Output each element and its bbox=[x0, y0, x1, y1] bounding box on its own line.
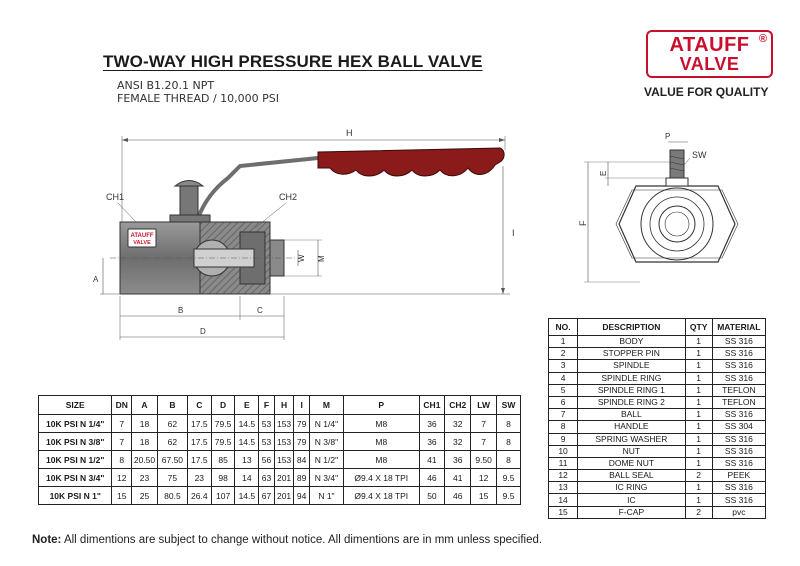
col-header-ch2: CH2 bbox=[445, 396, 471, 415]
dim-label-e: E bbox=[599, 170, 608, 176]
dim-label-b: B bbox=[178, 306, 184, 315]
parts-row bbox=[549, 482, 766, 494]
dimensions-table bbox=[38, 395, 521, 505]
col-header-p: P bbox=[344, 396, 420, 415]
page-title: TWO-WAY HIGH PRESSURE HEX BALL VALVE bbox=[103, 52, 483, 71]
parts-table bbox=[548, 318, 766, 519]
table-cell: 9.5 bbox=[497, 469, 521, 487]
part-no: 5 bbox=[549, 384, 578, 396]
dim-label-h: H bbox=[346, 128, 353, 138]
table-cell: 8 bbox=[497, 433, 521, 451]
part-description: HANDLE bbox=[578, 421, 685, 433]
table-cell: M8 bbox=[344, 433, 420, 451]
col-header-description: DESCRIPTION bbox=[578, 319, 685, 336]
table-cell: 79.5 bbox=[211, 415, 235, 433]
part-description: DOME NUT bbox=[578, 457, 685, 469]
part-description: BALL bbox=[578, 409, 685, 421]
part-material: SS 316 bbox=[712, 457, 765, 469]
part-description: BALL SEAL bbox=[578, 470, 685, 482]
part-material: TEFLON bbox=[712, 384, 765, 396]
table-cell: 56 bbox=[259, 451, 275, 469]
part-no: 11 bbox=[549, 457, 578, 469]
part-no: 14 bbox=[549, 494, 578, 506]
part-description: SPINDLE RING 1 bbox=[578, 384, 685, 396]
col-header-f: F bbox=[259, 396, 275, 415]
part-qty: 1 bbox=[685, 372, 712, 384]
part-no: 8 bbox=[549, 421, 578, 433]
parts-row bbox=[549, 506, 766, 518]
part-qty: 1 bbox=[685, 409, 712, 421]
part-description: SPINDLE RING 2 bbox=[578, 396, 685, 408]
part-material: SS 316 bbox=[712, 409, 765, 421]
table-cell: 18 bbox=[132, 433, 158, 451]
table-cell: 10K PSI N 3/8" bbox=[39, 433, 112, 451]
table-cell: 201 bbox=[274, 469, 294, 487]
table-cell: 14.5 bbox=[235, 487, 259, 505]
table-cell: 67 bbox=[259, 487, 275, 505]
part-material: SS 316 bbox=[712, 482, 765, 494]
table-cell: N 1/4" bbox=[309, 415, 343, 433]
table-cell: 7 bbox=[112, 433, 132, 451]
note-label: Note: bbox=[32, 534, 62, 546]
table-cell: 17.5 bbox=[187, 451, 211, 469]
dim-label-i: I bbox=[512, 228, 515, 238]
dim-label-c: C bbox=[257, 306, 263, 315]
dim-label-f: F bbox=[578, 220, 588, 226]
dim-label-w: W bbox=[297, 254, 306, 262]
col-header-lw: LW bbox=[471, 396, 497, 415]
part-qty: 2 bbox=[685, 506, 712, 518]
table-cell: 79 bbox=[294, 433, 310, 451]
table-cell: 153 bbox=[274, 451, 294, 469]
parts-row bbox=[549, 494, 766, 506]
table-cell: N 3/8" bbox=[309, 433, 343, 451]
parts-row bbox=[549, 470, 766, 482]
table-cell: 17.5 bbox=[187, 415, 211, 433]
table-cell: 17.5 bbox=[187, 433, 211, 451]
body-logo-text: ATAUFF bbox=[130, 233, 154, 239]
part-no: 6 bbox=[549, 396, 578, 408]
part-no: 2 bbox=[549, 348, 578, 360]
table-cell: M8 bbox=[344, 451, 420, 469]
parts-row bbox=[549, 336, 766, 348]
table-cell: 36 bbox=[419, 433, 445, 451]
parts-row bbox=[549, 372, 766, 384]
part-no: 7 bbox=[549, 409, 578, 421]
parts-row bbox=[549, 384, 766, 396]
parts-row bbox=[549, 445, 766, 457]
valve-handle bbox=[198, 148, 504, 218]
logo-brand-sub: VALVE bbox=[679, 54, 740, 74]
col-header-c: C bbox=[187, 396, 211, 415]
table-cell: 153 bbox=[274, 415, 294, 433]
table-cell: 14 bbox=[235, 469, 259, 487]
part-material: pvc bbox=[712, 506, 765, 518]
parts-row bbox=[549, 421, 766, 433]
table-cell: M8 bbox=[344, 415, 420, 433]
part-qty: 1 bbox=[685, 348, 712, 360]
part-qty: 2 bbox=[685, 470, 712, 482]
table-cell: 7 bbox=[471, 433, 497, 451]
part-description: SPINDLE RING bbox=[578, 372, 685, 384]
table-cell: 15 bbox=[112, 487, 132, 505]
table-cell: 32 bbox=[445, 415, 471, 433]
dimensions-header-row bbox=[39, 396, 521, 415]
table-cell: 53 bbox=[259, 415, 275, 433]
table-cell: 12 bbox=[112, 469, 132, 487]
table-cell: 46 bbox=[445, 487, 471, 505]
footer-note bbox=[32, 534, 542, 546]
table-cell: 62 bbox=[157, 415, 187, 433]
part-qty: 1 bbox=[685, 482, 712, 494]
part-qty: 1 bbox=[685, 494, 712, 506]
table-cell: 10K PSI N 3/4" bbox=[39, 469, 112, 487]
col-header-qty: QTY bbox=[685, 319, 712, 336]
parts-row bbox=[549, 433, 766, 445]
table-cell: 8 bbox=[497, 415, 521, 433]
table-cell: 94 bbox=[294, 487, 310, 505]
table-cell: 201 bbox=[274, 487, 294, 505]
dim-label-m: M bbox=[317, 255, 326, 262]
part-no: 9 bbox=[549, 433, 578, 445]
table-cell: 67.50 bbox=[157, 451, 187, 469]
parts-row bbox=[549, 360, 766, 372]
part-material: SS 316 bbox=[712, 445, 765, 457]
col-header-dn: DN bbox=[112, 396, 132, 415]
table-cell: 7 bbox=[471, 415, 497, 433]
part-material: SS 316 bbox=[712, 494, 765, 506]
part-qty: 1 bbox=[685, 421, 712, 433]
dim-label-ch1: CH1 bbox=[106, 192, 125, 202]
col-header-size: SIZE bbox=[39, 396, 112, 415]
part-qty: 1 bbox=[685, 336, 712, 348]
part-description: SPRING WASHER bbox=[578, 433, 685, 445]
col-header-material: MATERIAL bbox=[712, 319, 765, 336]
parts-header-row bbox=[549, 319, 766, 336]
part-description: F-CAP bbox=[578, 506, 685, 518]
table-cell: 14.5 bbox=[235, 433, 259, 451]
col-header-a: A bbox=[132, 396, 158, 415]
table-cell: 98 bbox=[211, 469, 235, 487]
table-cell: 89 bbox=[294, 469, 310, 487]
part-no: 13 bbox=[549, 482, 578, 494]
table-cell: 107 bbox=[211, 487, 235, 505]
part-qty: 1 bbox=[685, 396, 712, 408]
note-text: All dimentions are subject to change without notice. All dimentions are in mm unless specified. bbox=[61, 534, 543, 546]
table-row bbox=[39, 415, 521, 433]
table-cell: 32 bbox=[445, 433, 471, 451]
part-no: 15 bbox=[549, 506, 578, 518]
parts-row bbox=[549, 348, 766, 360]
part-material: PEEK bbox=[712, 470, 765, 482]
part-no: 1 bbox=[549, 336, 578, 348]
table-cell: N 1" bbox=[309, 487, 343, 505]
table-row bbox=[39, 487, 521, 505]
table-row bbox=[39, 433, 521, 451]
part-qty: 1 bbox=[685, 457, 712, 469]
table-cell: 25 bbox=[132, 487, 158, 505]
col-header-ch1: CH1 bbox=[419, 396, 445, 415]
valve-side-view bbox=[616, 150, 738, 262]
table-cell: 9.5 bbox=[497, 487, 521, 505]
table-cell: 10K PSI N 1/2" bbox=[39, 451, 112, 469]
col-header-e: E bbox=[235, 396, 259, 415]
registered-mark: ® bbox=[758, 33, 767, 45]
part-material: SS 316 bbox=[712, 372, 765, 384]
brand-tagline: VALUE FOR QUALITY bbox=[644, 85, 769, 99]
table-cell: 75 bbox=[157, 469, 187, 487]
part-qty: 1 bbox=[685, 445, 712, 457]
table-cell: 23 bbox=[187, 469, 211, 487]
part-material: SS 316 bbox=[712, 360, 765, 372]
table-cell: 80.5 bbox=[157, 487, 187, 505]
part-material: SS 316 bbox=[712, 348, 765, 360]
part-no: 10 bbox=[549, 445, 578, 457]
spec-line-standard: ANSI B1.20.1 NPT bbox=[117, 79, 215, 92]
part-no: 4 bbox=[549, 372, 578, 384]
parts-row bbox=[549, 409, 766, 421]
table-cell: 8 bbox=[112, 451, 132, 469]
col-header-i: I bbox=[294, 396, 310, 415]
dim-label-p: P bbox=[665, 132, 671, 141]
table-cell: 85 bbox=[211, 451, 235, 469]
table-cell: N 3/4" bbox=[309, 469, 343, 487]
part-material: SS 316 bbox=[712, 336, 765, 348]
part-description: BODY bbox=[578, 336, 685, 348]
table-cell: 23 bbox=[132, 469, 158, 487]
table-row bbox=[39, 469, 521, 487]
logo-brand-name: ATAUFF bbox=[669, 34, 750, 56]
table-cell: 14.5 bbox=[235, 415, 259, 433]
col-header-no: NO. bbox=[549, 319, 578, 336]
part-no: 12 bbox=[549, 470, 578, 482]
part-material: SS 316 bbox=[712, 433, 765, 445]
table-cell: 41 bbox=[419, 451, 445, 469]
part-qty: 1 bbox=[685, 360, 712, 372]
table-cell: 36 bbox=[445, 451, 471, 469]
table-cell: N 1/2" bbox=[309, 451, 343, 469]
dim-label-a: A bbox=[93, 275, 99, 284]
table-cell: 9.50 bbox=[471, 451, 497, 469]
table-cell: Ø9.4 X 18 TPI bbox=[344, 487, 420, 505]
table-cell: 15 bbox=[471, 487, 497, 505]
dim-label-sw: SW bbox=[692, 150, 707, 160]
table-cell: 63 bbox=[259, 469, 275, 487]
table-cell: 10K PSI N 1/4" bbox=[39, 415, 112, 433]
part-description: IC bbox=[578, 494, 685, 506]
table-cell: 62 bbox=[157, 433, 187, 451]
col-header-sw: SW bbox=[497, 396, 521, 415]
table-cell: 53 bbox=[259, 433, 275, 451]
parts-row bbox=[549, 396, 766, 408]
part-description: NUT bbox=[578, 445, 685, 457]
table-row bbox=[39, 451, 521, 469]
part-qty: 1 bbox=[685, 384, 712, 396]
col-header-h: H bbox=[274, 396, 294, 415]
table-cell: 13 bbox=[235, 451, 259, 469]
parts-row bbox=[549, 457, 766, 469]
table-cell: Ø9.4 X 18 TPI bbox=[344, 469, 420, 487]
part-material: TEFLON bbox=[712, 396, 765, 408]
body-logo-sub: VALVE bbox=[133, 240, 151, 246]
part-description: IC RING bbox=[578, 482, 685, 494]
part-description: SPINDLE bbox=[578, 360, 685, 372]
dim-label-d: D bbox=[200, 327, 206, 336]
table-cell: 10K PSI N 1" bbox=[39, 487, 112, 505]
table-cell: 7 bbox=[112, 415, 132, 433]
spec-line-rating: FEMALE THREAD / 10,000 PSI bbox=[117, 92, 279, 105]
table-cell: 79 bbox=[294, 415, 310, 433]
table-cell: 153 bbox=[274, 433, 294, 451]
table-cell: 26.4 bbox=[187, 487, 211, 505]
table-cell: 46 bbox=[419, 469, 445, 487]
table-cell: 18 bbox=[132, 415, 158, 433]
dim-label-ch2: CH2 bbox=[279, 192, 298, 202]
part-material: SS 304 bbox=[712, 421, 765, 433]
part-description: STOPPER PIN bbox=[578, 348, 685, 360]
part-no: 3 bbox=[549, 360, 578, 372]
table-cell: 41 bbox=[445, 469, 471, 487]
table-cell: 12 bbox=[471, 469, 497, 487]
table-cell: 79.5 bbox=[211, 433, 235, 451]
table-cell: 8 bbox=[497, 451, 521, 469]
col-header-d: D bbox=[211, 396, 235, 415]
table-cell: 84 bbox=[294, 451, 310, 469]
part-qty: 1 bbox=[685, 433, 712, 445]
table-cell: 20.50 bbox=[132, 451, 158, 469]
table-cell: 50 bbox=[419, 487, 445, 505]
table-cell: 36 bbox=[419, 415, 445, 433]
col-header-b: B bbox=[157, 396, 187, 415]
col-header-m: M bbox=[309, 396, 343, 415]
